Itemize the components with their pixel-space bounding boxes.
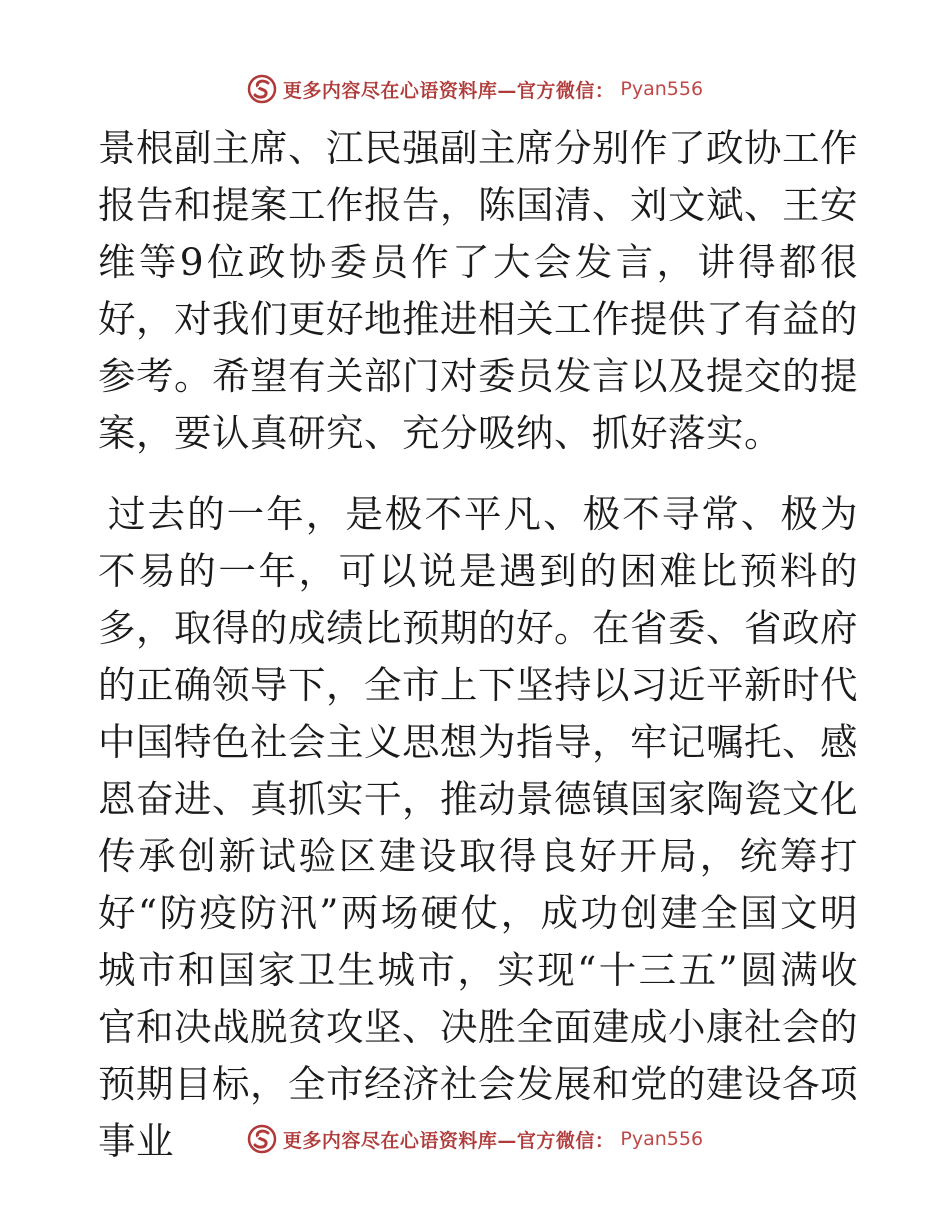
header-banner [0,74,950,104]
stylized-s-circle-logo-icon [247,74,277,104]
footer-banner-wechat: Pyan556 [620,1128,704,1150]
footer-banner-text: 更多内容尽在心语资料库—官方微信： [282,1129,615,1152]
paragraph-2: 过去的一年，是极不平凡、极不寻常、极为不易的一年，可以说是遇到的困难比预料的多，取得的成绩比预期的好。在省委、省政府的正确领导下，全市上下坚持以习近平新时代中国特色社会主义思想为指导，牢记嘱托、感恩奋进、真抓实干，推动景德镇国家陶瓷文化传承创新试验区建设取得良好开局，统筹打好“防疫防汛”两场硬仗，成功创建全国文明城市和国家卫生城市，实现“十三五”圆满收官和决战脱贫攻坚、决胜全面建成小康社会的预期目标，全市经济社会发展和党的建设各项事业 [98,492,858,1163]
document-body [98,120,858,1170]
stylized-s-circle-logo-icon [247,1124,277,1154]
header-banner-text: 更多内容尽在心语资料库—官方微信： [282,79,615,102]
header-banner-wechat: Pyan556 [620,78,704,100]
footer-banner [0,1124,950,1154]
paragraph-1: 景根副主席、江民强副主席分别作了政协工作报告和提案工作报告，陈国清、刘文斌、王安维等9位政协委员作了大会发言，讲得都很好，对我们更好地推进相关工作提供了有益的参考。希望有关部门对委员发言以及提交的提案，要认真研究、充分吸纳、抓好落实。 [98,126,858,455]
